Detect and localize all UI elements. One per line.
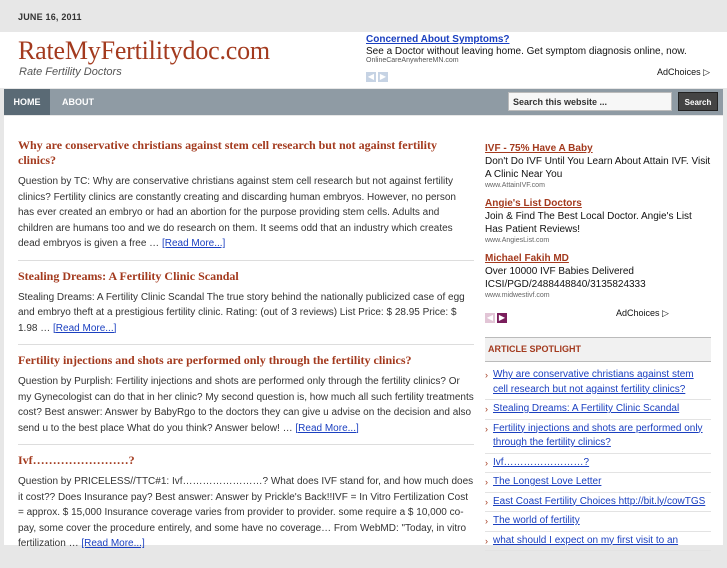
top-bar [0, 0, 727, 32]
chevron-left-icon[interactable]: ◀ [486, 313, 494, 322]
date-label: JUNE 16, 2011 [18, 12, 82, 22]
spotlight-link[interactable]: Fertility injections and shots are performed only through the fertility clinics? [493, 422, 703, 448]
site-tagline: Rate Fertility Doctors [19, 66, 122, 78]
post-item [18, 453, 474, 560]
list-item [485, 495, 711, 513]
nav-about[interactable]: ABOUT [62, 97, 94, 107]
spotlight-link[interactable]: The Longest Love Letter [493, 476, 602, 487]
chevron-right-icon[interactable]: ▶ [498, 313, 506, 322]
sidebar-ad-url[interactable]: www.midwestivf.com [485, 292, 550, 299]
bullet-icon: › [485, 516, 488, 526]
bullet-icon: › [485, 496, 488, 507]
post-excerpt: Question by TC: Why are conservative christians against stem cell research but not against fertility clinics? Fertility clinics are constantly creating and discarding human embryos. However, no person has ever created an embryo or had an abortion for the purpose providing stem cells. Adults and children are humans too and we do research on them. It seems odd that an industry which creates dead embryos is given a free … [Read More...] [18, 176, 456, 249]
header-ad-url[interactable]: OnlineCareAnywhereMN.com [366, 57, 459, 64]
post-excerpt: Question by PRICELESS//TTC#1: Ivf……………………? What does IVF stand for, and how much does it cost?? Does Insurance pay? Best answer: Answer by Prickle's Back!!IVF = In Vitro Fertilization Cost = approx. $ 15,000 Insurance coverage varies from provider to provider. some require a $ 10,000 co-pay, some cover the procedure entirely, and some have no coverage… From WebMD: "Today, in vitro fertilization … [Read More...] [18, 476, 474, 549]
post-title[interactable]: Fertility injections and shots are performed only through the fertility clinics? [18, 353, 412, 367]
bullet-icon: › [485, 370, 488, 380]
sidebar-ad [485, 142, 711, 191]
article-spotlight-heading: ARTICLE SPOTLIGHT [485, 337, 711, 362]
sidebar-ad-arrows [485, 307, 711, 321]
list-item [485, 402, 711, 420]
chevron-left-icon[interactable]: ◀ [367, 72, 375, 81]
bullet-icon: › [485, 423, 488, 434]
spotlight-link[interactable]: Stealing Dreams: A Fertility Clinic Scandal [493, 403, 680, 414]
post-item [18, 269, 474, 346]
list-item [485, 456, 711, 474]
site-header [0, 32, 727, 88]
list-item [485, 534, 711, 552]
read-more-link[interactable]: [Read More...] [161, 238, 226, 249]
header-ad-title[interactable]: Concerned About Symptoms? [366, 34, 510, 45]
header-ad-desc: See a Doctor without leaving home. Get symptom diagnosis online, now. [366, 46, 687, 57]
list-item [485, 368, 711, 400]
adchoices-link[interactable]: AdChoices ▷ [616, 308, 669, 318]
header-ad-arrows [366, 66, 390, 84]
search-input[interactable]: Search this website ... [508, 92, 672, 111]
post-item [18, 353, 474, 445]
search-button[interactable]: Search [678, 92, 718, 111]
site-title[interactable]: RateMyFertilitydoc.com [18, 36, 270, 65]
sidebar-ad-url[interactable]: www.AngiesList.com [485, 237, 550, 244]
spotlight-link[interactable]: what should I expect on my first visit to an [493, 534, 679, 546]
chevron-right-icon[interactable]: ▶ [379, 72, 387, 81]
bullet-icon: › [485, 535, 488, 546]
list-item [485, 475, 711, 493]
header-ad [366, 32, 714, 86]
read-more-link[interactable]: [Read More...] [81, 538, 145, 549]
post-excerpt: Stealing Dreams: A Fertility Clinic Scandal The true story behind the nationally publicized case of egg and embryo theft at a prestigious fertility clinic. Rating: (out of 3 reviews) List Price: $ 28.95 Price: $ 1.98 … [Read More...] [18, 291, 465, 334]
sidebar-ad [485, 197, 711, 246]
main-area [4, 116, 723, 549]
nav-home[interactable]: HOME [4, 89, 50, 115]
sidebar [485, 142, 711, 553]
spotlight-link[interactable]: East Coast Fertility Choices http://bit.ly/cowTGS [493, 495, 706, 507]
post-title[interactable]: Why are conservative christians against stem cell research but not against fertility clinics? [18, 138, 437, 167]
post-item [18, 138, 474, 261]
sidebar-ad [485, 252, 711, 301]
spotlight-link[interactable]: The world of fertility [493, 515, 580, 526]
post-excerpt: Question by Purplish: Fertility injections and shots are performed only through the fertility clinics? Or my Gynecologist can do that in her clinic? My second question is, how much all such fertility treatments cost? Best answer: Answer by BabyRgo to the doctors they can give u advise on the decision and also send u to the best place What do you think? Answer below! … [Read More...] [18, 376, 474, 434]
sidebar-ad-title[interactable]: IVF - 75% Have A Baby [485, 143, 593, 154]
post-title[interactable]: Stealing Dreams: A Fertility Clinic Scandal [18, 268, 239, 283]
adchoices-link[interactable]: AdChoices ▷ [657, 67, 710, 77]
bullet-icon: › [485, 457, 488, 468]
read-more-link[interactable]: [Read More...] [295, 422, 359, 434]
read-more-link[interactable]: [Read More...] [53, 322, 117, 334]
sidebar-ad-url[interactable]: www.AttainIVF.com [485, 182, 545, 189]
spotlight-link[interactable]: Ivf……………………? [493, 456, 590, 468]
sidebar-ad-desc: Don't Do IVF Until You Learn About Attain IVF. Visit A Clinic Near You [485, 156, 711, 180]
sidebar-ad-title[interactable]: Angie's List Doctors [485, 198, 582, 209]
post-list [18, 138, 474, 568]
sidebar-ad-title[interactable]: Michael Fakih MD [485, 253, 569, 264]
post-title[interactable]: Ivf……………………? [18, 453, 135, 467]
bullet-icon: › [485, 477, 488, 487]
sidebar-ad-desc: Over 10000 IVF Babies Delivered ICSI/PGD/2488448840/3135824333 [485, 266, 646, 290]
list-item [485, 514, 711, 532]
bullet-icon: › [485, 404, 488, 414]
list-item [485, 422, 711, 454]
article-spotlight-list [485, 368, 711, 551]
nav-bar [4, 89, 723, 115]
spotlight-link[interactable]: Why are conservative christians against stem cell research but not against fertility clinics? [493, 369, 694, 395]
sidebar-ad-desc: Join & Find The Best Local Doctor. Angie's List Has Patient Reviews! [485, 211, 692, 235]
